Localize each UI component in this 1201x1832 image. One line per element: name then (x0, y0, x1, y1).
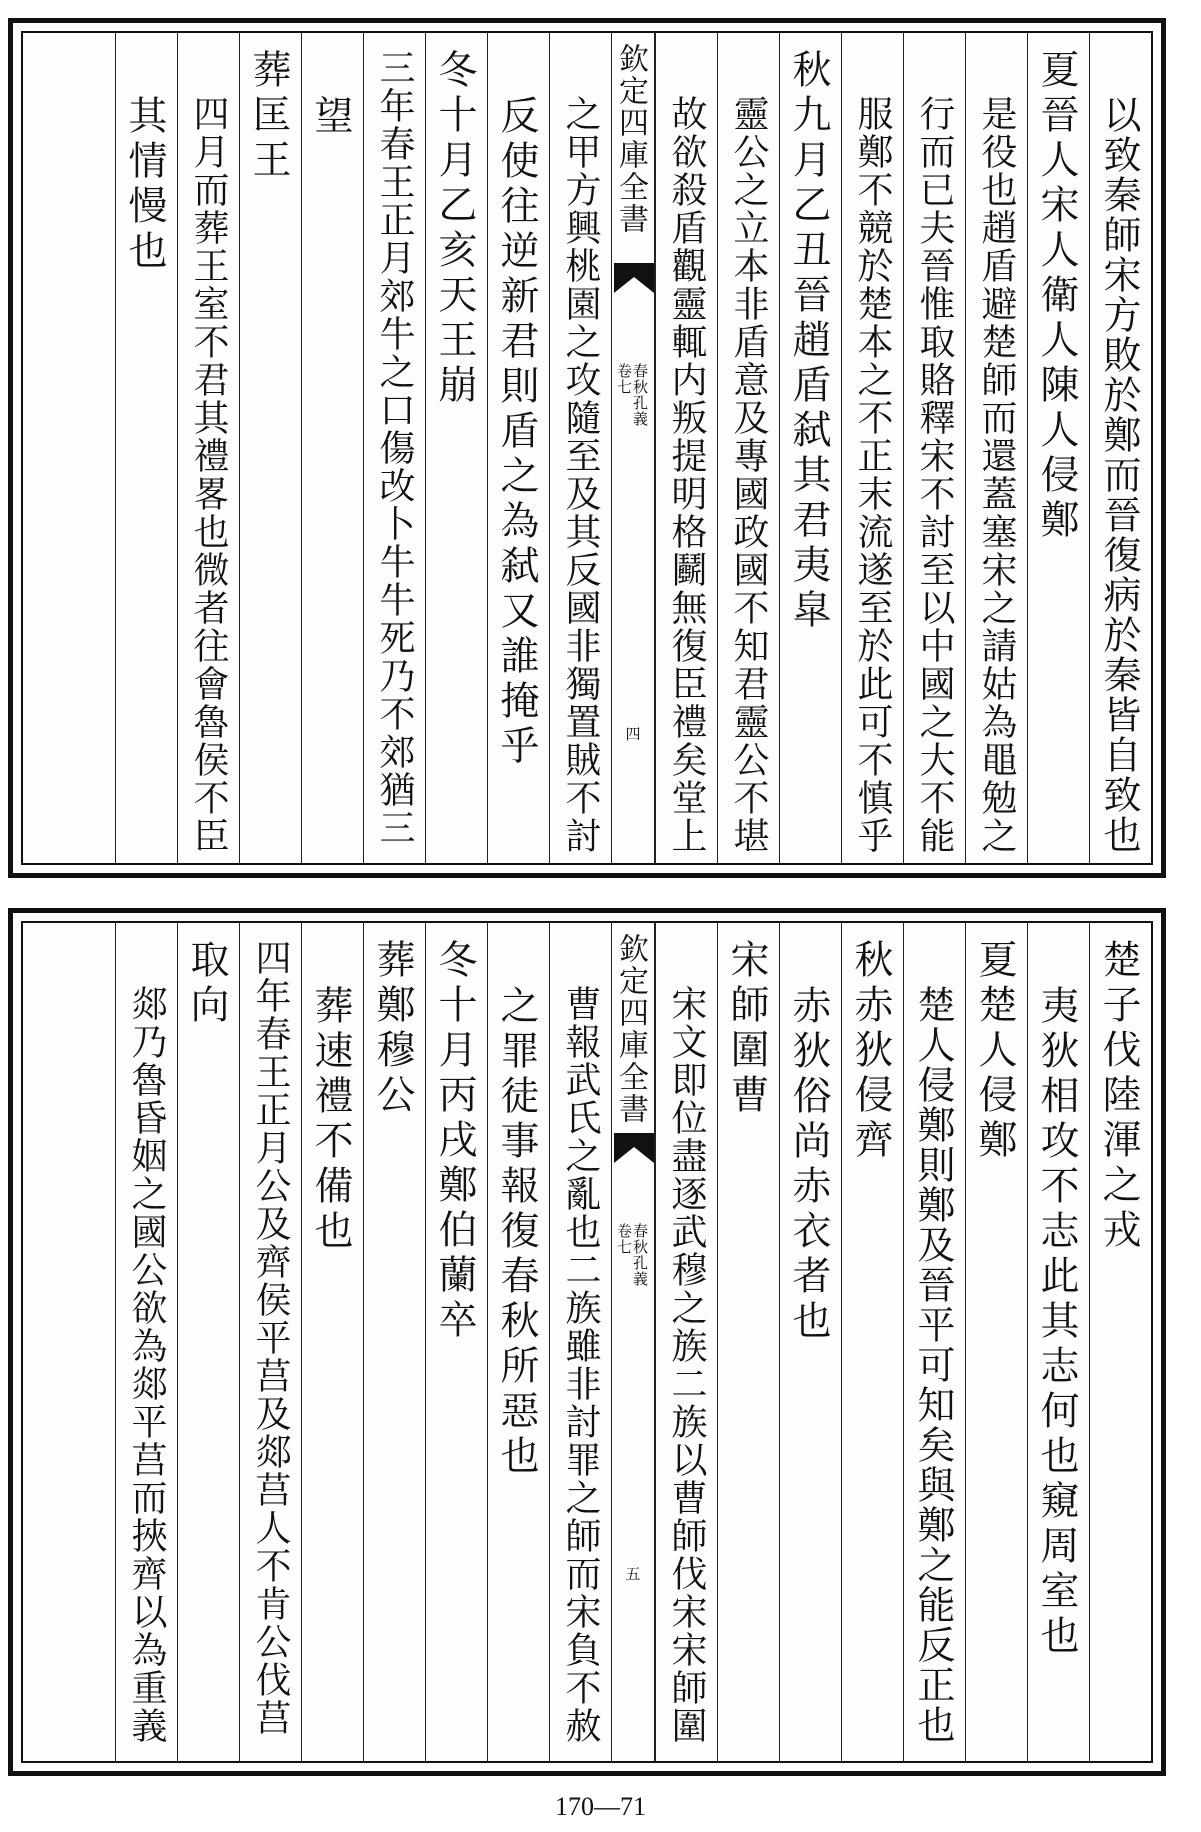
text-column (1027, 33, 1089, 863)
column-text: 楚人侵鄭則鄭及晉平可知矣與鄭之能反正也 (911, 985, 955, 1745)
column-text: 之甲方興桃園之攻隨至及其反國非獨置賊不討 (560, 95, 601, 855)
text-column (903, 923, 965, 1761)
text-column (549, 923, 611, 1761)
text-column (779, 923, 841, 1761)
text-column (717, 923, 779, 1761)
column-text: 秋赤狄侵齊 (848, 939, 893, 1164)
column-text: 望 (308, 95, 353, 140)
column-text: 葬速禮不備也 (308, 985, 353, 1255)
text-column (177, 923, 239, 1761)
fishtail-mark-icon (614, 263, 654, 307)
book-title: 春秋孔義 (631, 1223, 649, 1287)
column-text: 冬十月乙亥天王崩 (432, 49, 477, 409)
column-text: 秋九月乙丑晉趙盾弑其君夷皐 (786, 49, 831, 634)
text-column (301, 33, 363, 863)
column-text: 宋師圍曹 (724, 939, 769, 1119)
text-column (487, 923, 549, 1761)
text-column (717, 33, 779, 863)
text-column (363, 33, 425, 863)
text-column (425, 33, 487, 863)
text-column (115, 923, 177, 1761)
text-column (841, 923, 903, 1761)
text-column (655, 923, 717, 1761)
text-column (177, 33, 239, 863)
text-column (301, 923, 363, 1761)
collection-title: 欽定四庫全書 (613, 43, 648, 235)
column-text: 冬十月丙戌鄭伯蘭卒 (432, 939, 477, 1344)
column-text: 故欲殺盾觀靈輒内叛提明格鬬無復臣禮矣堂上 (666, 95, 707, 855)
column-text: 夷狄相攻不志此其志何也窺周室也 (1034, 985, 1079, 1660)
column-text: 葬鄭穆公 (370, 939, 415, 1119)
center-fold-column (611, 33, 655, 863)
text-column (1089, 923, 1151, 1761)
column-text: 楚子伐陸渾之戎 (1096, 939, 1141, 1254)
text-column (549, 33, 611, 863)
text-column (115, 33, 177, 863)
fishtail-mark-icon (614, 1133, 654, 1177)
top-page-inner-border (21, 31, 1153, 865)
column-text: 取向 (184, 939, 229, 1029)
leaf-number: 五 (625, 1565, 641, 1583)
column-text: 四月而葬王室不君其禮畧也微者往會魯侯不臣 (188, 95, 229, 855)
leaf-number: 四 (625, 725, 641, 743)
column-text: 郯乃魯昏姻之國公欲為郯平莒而挾齊以為重義 (126, 985, 167, 1745)
column-text: 宋文即位盡逐武穆之族二族以曹師伐宋宋師圍 (666, 985, 707, 1745)
text-column (965, 923, 1027, 1761)
text-column (239, 33, 301, 863)
text-column (1089, 33, 1151, 863)
chapter-label: 卷七 (615, 363, 633, 395)
column-text: 赤狄俗尚赤衣者也 (786, 985, 831, 1345)
text-column (903, 33, 965, 863)
column-text: 是役也趙盾避楚師而還蓋塞宋之請姑為黽勉之 (976, 95, 1017, 855)
chapter-label: 卷七 (615, 1223, 633, 1255)
page-number-footer: 170—71 (555, 1792, 646, 1821)
text-column (655, 33, 717, 863)
column-text: 行而已夫晉惟取賂釋宋不討至以中國之大不能 (914, 95, 955, 855)
column-text: 四年春王正月公及齊侯平莒及郯莒人不肯公伐莒 (250, 939, 291, 1737)
text-column (1027, 923, 1089, 1761)
text-column (239, 923, 301, 1761)
column-text: 夏楚人侵鄭 (972, 939, 1017, 1164)
column-text: 反使往逆新君則盾之為弑又誰掩乎 (494, 95, 539, 770)
text-column (363, 923, 425, 1761)
bottom-page-inner-border (21, 921, 1153, 1763)
column-text: 靈公之立本非盾意及專國政國不知君靈公不堪 (728, 95, 769, 855)
column-text: 葬匡王 (246, 49, 291, 184)
text-column (779, 33, 841, 863)
bottom-page-frame (8, 908, 1166, 1776)
column-text: 之罪徒事報復春秋所惡也 (494, 985, 539, 1480)
column-text: 夏晉人宋人衛人陳人侵鄭 (1034, 49, 1079, 544)
column-text: 曹報武氏之亂也二族雖非討罪之師而宋負不赦 (560, 985, 601, 1745)
top-page-frame (8, 18, 1166, 878)
text-column (965, 33, 1027, 863)
text-column (425, 923, 487, 1761)
column-text: 其情慢也 (122, 95, 167, 275)
text-column (487, 33, 549, 863)
column-text: 服鄭不競於楚本之不正末流遂至於此可不慎乎 (852, 95, 893, 855)
text-column (841, 33, 903, 863)
column-text: 三年春王正月郊牛之口傷改卜牛牛死乃不郊猶三 (374, 49, 415, 847)
book-title: 春秋孔義 (631, 363, 649, 427)
column-text: 以致秦師宋方敗於鄭而晉復病於秦皆自致也 (1097, 95, 1141, 855)
center-fold-column (611, 923, 655, 1761)
collection-title: 欽定四庫全書 (613, 933, 648, 1125)
